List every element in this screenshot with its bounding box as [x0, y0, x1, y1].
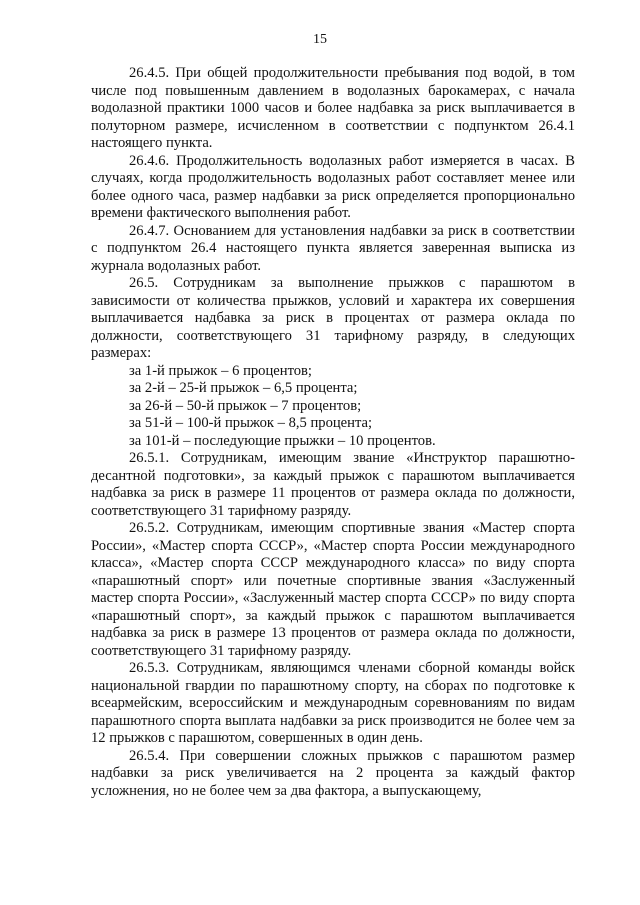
paragraph-26-4-6: 26.4.6. Продолжительность водолазных работ измеряется в часах. В случаях, когда продолжительность водолазных работ составляет менее или более одного часа, размер надбавки за риск определяется пропорционально времени фактического выполнения работ.	[91, 152, 575, 221]
paragraph-26-4-5: 26.4.5. При общей продолжительности пребывания под водой, в том числе под повышенным давлением в водолазных барокамерах, с начала водолазной практики 1000 часов и более надбавка за риск выплачивается в полуторном размере, исчисленном в соответствии с подпунктом 26.4.1 настоящего пункта.	[91, 65, 575, 151]
list-item-jump-2-25: за 2-й – 25-й прыжок – 6,5 процента;	[129, 380, 358, 396]
paragraph-26-5-2: 26.5.2. Сотрудникам, имеющим спортивные звания «Мастер спорта России», «Мастер спорта СССР», «Мастер спорта России международного класса», «Мастер спорта СССР международного класса» по виду спорта «парашютный спорт» или почетные спортивные звания «Заслуженный мастер спорта России», «Заслуженный мастер спорта СССР» по виду спорта «парашютный спорт», за каждый прыжок с парашютом выплачивается надбавка за риск в размере 13 процентов от размера оклада по должности, соответствующего 31 тарифному разряду.	[91, 520, 575, 659]
paragraph-26-5-1: 26.5.1. Сотрудникам, имеющим звание «Инструктор парашютно-десантной подготовки», за каждый прыжок с парашютом выплачивается надбавка за риск в размере 11 процентов от размера оклада по должности, соответствующего 31 тарифному разряду.	[91, 450, 575, 519]
paragraph-26-5: 26.5. Сотрудникам за выполнение прыжков с парашютом в зависимости от количества прыжков, условий и характера их совершения выплачивается надбавка за риск в процентах от размера оклада по должности, соответствующего 31 тарифному разряду, в следующих размерах:	[91, 275, 575, 361]
list-item-jump-101: за 101-й – последующие прыжки – 10 процентов.	[129, 432, 436, 449]
paragraph-26-4-7: 26.4.7. Основанием для установления надбавки за риск в соответствии с подпунктом 26.4 настоящего пункта является заверенная выписка из журнала водолазных работ.	[91, 222, 575, 274]
list-item-jump-26-50: за 26-й – 50-й прыжок – 7 процентов;	[129, 397, 362, 414]
paragraph-26-5-3: 26.5.3. Сотрудникам, являющимся членами сборной команды войск национальной гвардии по парашютному спорту, на сборах по подготовке к всеармейским, всероссийским и международным соревнованиям по видам парашютного спорта выплата надбавки за риск производится не более чем за 12 прыжков с парашютом, совершенных в один день.	[91, 660, 575, 746]
paragraph-26-5-4: 26.5.4. При совершении сложных прыжков с парашютом размер надбавки за риск увеличивается на 2 процента за каждый фактор усложнения, но не более чем за два фактора, а выпускающему,	[91, 747, 575, 799]
page-number: 15	[313, 32, 327, 47]
list-item-jump-51-100: за 51-й – 100-й прыжок – 8,5 процента;	[129, 415, 373, 431]
list-item-jump-1: за 1-й прыжок – 6 процентов;	[129, 362, 312, 379]
document-body	[91, 65, 575, 800]
